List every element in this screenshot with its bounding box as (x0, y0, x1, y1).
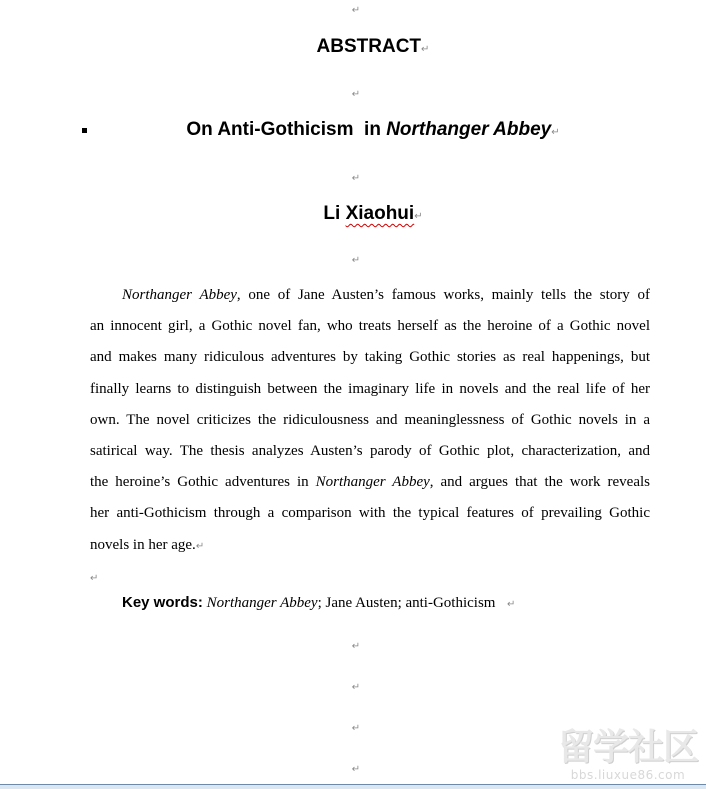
paragraph-mark-icon: ↵ (351, 5, 361, 16)
body-text: , one of Jane Austen’s famous works, mainly tells the story of (236, 287, 650, 303)
empty-paragraph (0, 679, 706, 693)
status-bar (0, 784, 706, 789)
body-text: own. The novel criticizes the ridiculousness and meaninglessness of Gothic novels in a (90, 411, 650, 428)
keywords-label: Key words: (122, 594, 203, 611)
paragraph-mark-icon: ↵ (351, 173, 361, 184)
watermark-logo (548, 728, 706, 786)
paragraph-mark-icon: ↵ (506, 599, 516, 610)
paragraph-mark-icon: ↵ (351, 682, 361, 693)
paragraph-mark-icon: ↵ (351, 641, 361, 652)
book-title-italic: Northanger Abbey (315, 474, 430, 491)
empty-paragraph (0, 170, 706, 184)
watermark-url: bbs.liuxue86.com (570, 768, 686, 782)
body-line (90, 436, 650, 467)
paragraph-mark-icon: ↵ (351, 89, 361, 100)
keyword-italic: Northanger Abbey (206, 595, 318, 611)
body-line (90, 530, 650, 561)
body-text: the heroine’s Gothic adventures in (90, 474, 316, 491)
abstract-heading (0, 36, 706, 58)
author-first-name: Li (323, 203, 346, 224)
body-line (90, 498, 650, 529)
empty-paragraph (0, 638, 706, 652)
watermark-chinese: 留学社区 (557, 727, 698, 768)
paragraph-mark-icon: ↵ (351, 723, 361, 734)
paragraph-mark-icon: ↵ (551, 127, 560, 138)
empty-paragraph (0, 2, 706, 16)
paragraph-mark-icon: ↵ (351, 255, 361, 266)
paragraph-mark-icon: ↵ (421, 44, 430, 55)
abstract-heading-text: ABSTRACT (316, 36, 422, 57)
body-line (90, 280, 650, 311)
paper-title-prefix: On Anti-Gothicism in (186, 119, 387, 140)
author-name (0, 203, 706, 225)
body-line (90, 342, 650, 373)
keywords-rest: ; Jane Austen; anti-Gothicism (317, 595, 500, 611)
paragraph-mark-icon: ↵ (195, 540, 205, 552)
body-text: and makes many ridiculous adventures by taking Gothic stories as real happenings, but (90, 349, 650, 366)
paragraph-mark-icon: ↵ (90, 573, 99, 584)
keywords-line (122, 594, 515, 612)
body-line (90, 311, 650, 342)
book-title-italic: Northanger Abbey (122, 287, 237, 303)
empty-paragraph (0, 86, 706, 100)
paper-title (0, 119, 706, 141)
body-text: finally learns to distinguish between the imaginary life in novels and the real life of her (90, 380, 650, 397)
paragraph-mark-icon: ↵ (351, 764, 361, 775)
body-text: novels in her age. (90, 536, 196, 553)
paragraph-mark-icon: ↵ (414, 211, 423, 222)
body-line (90, 467, 650, 498)
body-text: an innocent girl, a Gothic novel fan, who treats herself as the heroine of a Gothic novel (90, 318, 650, 335)
body-line (90, 405, 650, 436)
empty-paragraph (90, 568, 98, 586)
empty-paragraph (0, 252, 706, 266)
body-text: satirical way. The thesis analyzes Austen’s parody of Gothic plot, characterization, and (90, 442, 650, 459)
author-last-name-spellcheck[interactable]: Xiaohui (345, 203, 415, 224)
body-line (90, 374, 650, 405)
body-text: her anti-Gothicism through a comparison with the typical features of prevailing Gothic (90, 505, 650, 522)
paper-title-book: Northanger Abbey (386, 119, 552, 140)
abstract-body (90, 280, 650, 561)
body-text: , and argues that the work reveals (429, 474, 650, 491)
